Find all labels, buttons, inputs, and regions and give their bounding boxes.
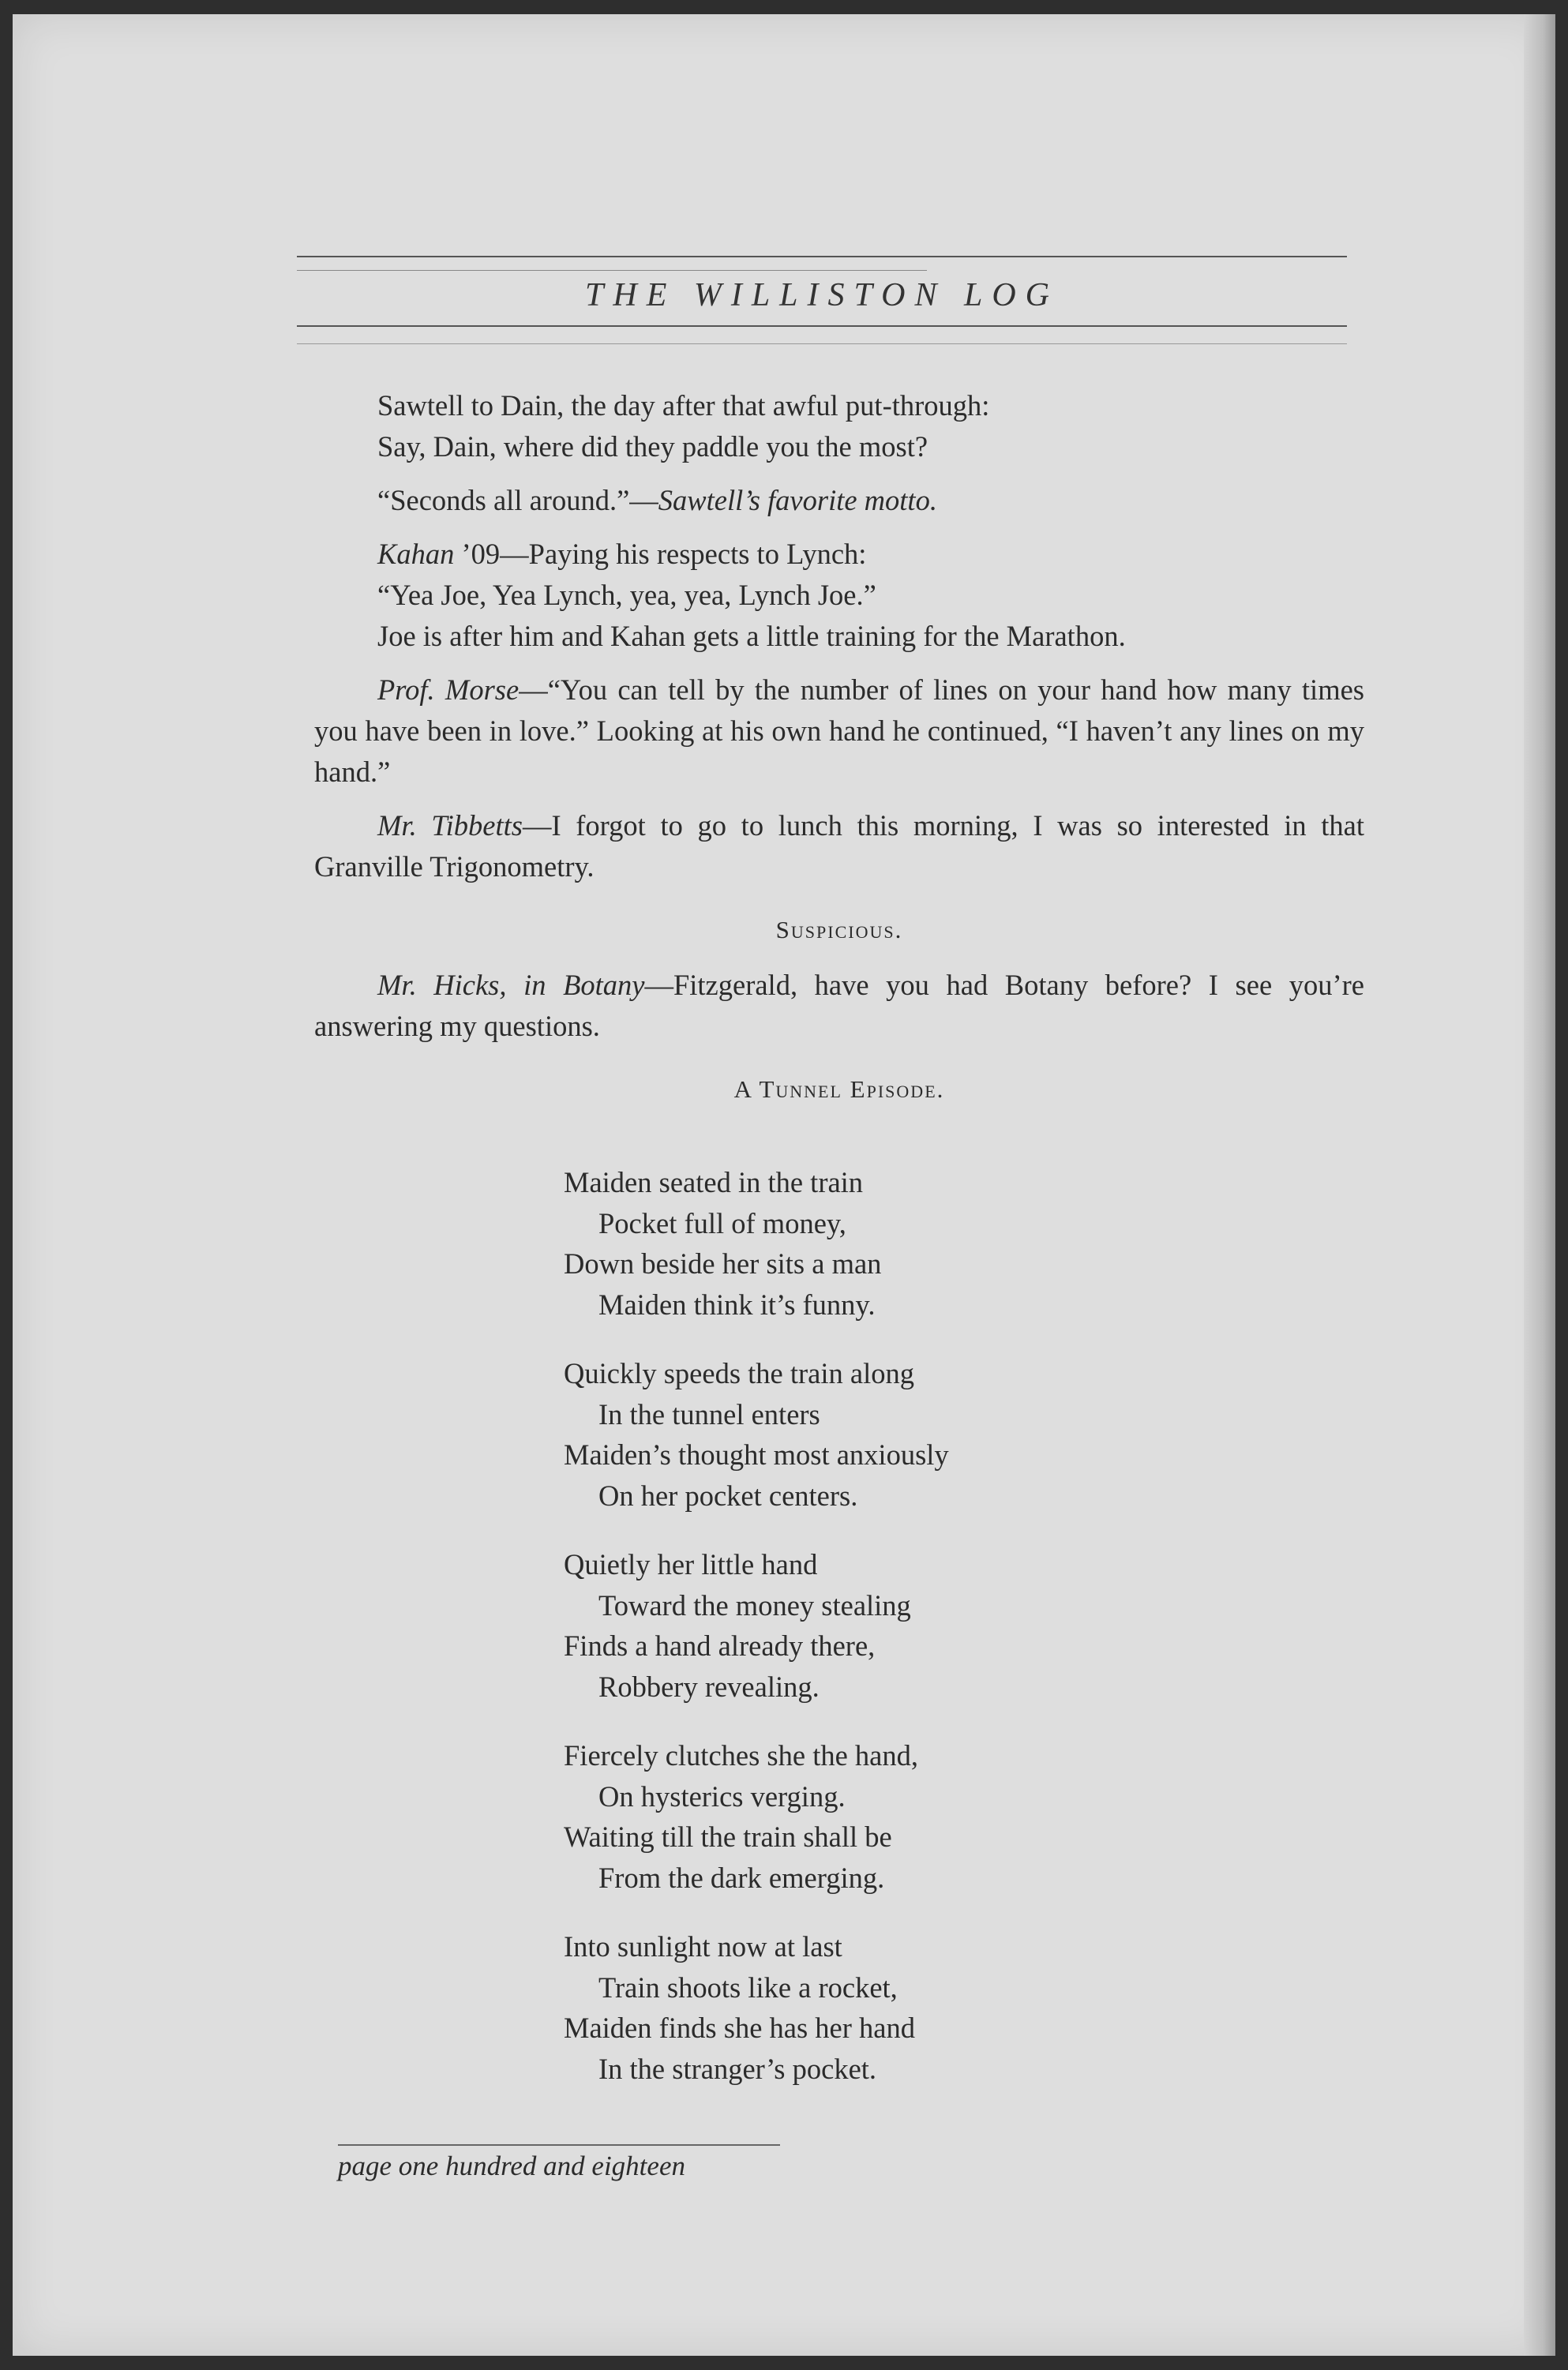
entry-hicks [314, 965, 1364, 1047]
header-rule-bottom-thin [297, 343, 1347, 344]
entry-hicks-text: —Fitzgerald, have you had Botany before? I see you’re answering my questions. [314, 969, 1364, 1042]
poem-stanza [564, 1353, 1195, 1516]
poem-line: Into sunlight now at last [564, 1930, 842, 1963]
entry-kahan [314, 534, 1364, 575]
poem-line: Robbery revealing. [598, 1670, 820, 1703]
poem-line: In the tunnel enters [598, 1397, 820, 1431]
poem-line: Pocket full of money, [598, 1206, 846, 1239]
entry-tibbetts [314, 805, 1364, 887]
poem-line: Fiercely clutches she the hand, [564, 1739, 918, 1772]
header-rule-top [297, 256, 1347, 257]
heading-tunnel-episode: A Tunnel Episode. [733, 1075, 945, 1103]
poem-line: Toward the money stealing [598, 1588, 911, 1622]
entry-kahan-speaker: Kahan [377, 538, 455, 570]
entry-tibbetts-speaker: Mr. Tibbetts [377, 809, 523, 842]
body-text [314, 385, 1364, 1124]
poem-line: Train shoots like a rocket, [598, 1971, 898, 2004]
poem-line: On hysterics verging. [598, 1779, 846, 1813]
entry-hicks-speaker: Mr. Hicks, in Botany [377, 969, 645, 1001]
entry-sawtell-question: Say, Dain, where did they paddle you the most? [377, 430, 928, 463]
poem-line: Waiting till the train shall be [564, 1821, 892, 1853]
poem-line: From the dark emerging. [598, 1861, 885, 1894]
binding-edge [1524, 14, 1555, 2356]
poem-line: Maiden’s thought most anxiously [564, 1438, 949, 1471]
poem-line: Maiden think it’s funny. [598, 1288, 876, 1321]
entry-morse-text: —“You can tell by the number of lines on your hand how many times you have been in love.” Looking at his own hand he continued, “I haven’t any lines on my hand.” [314, 673, 1364, 788]
poem-stanza [564, 1544, 1195, 1707]
header-rule-bottom [297, 325, 1347, 327]
poem-line: Maiden finds she has her hand [564, 2012, 915, 2044]
entry-kahan-cheer: “Yea Joe, Yea Lynch, yea, yea, Lynch Joe.” [377, 579, 876, 611]
heading-suspicious: Suspicious. [775, 916, 903, 943]
poem-line: In the stranger’s pocket. [598, 2052, 877, 2085]
entry-tibbetts-text: —I forgot to go to lunch this morning, I was so interested in that Granville Trigonometry. [314, 809, 1364, 883]
document-page [13, 14, 1555, 2356]
entry-sawtell-intro: Sawtell to Dain, the day after that awful put-through: [377, 389, 990, 422]
entry-kahan-text: ’09—Paying his respects to Lynch: [454, 538, 867, 570]
poem-stanza [564, 1926, 1195, 2089]
poem-stanza [564, 1735, 1195, 1898]
entry-morse [314, 669, 1364, 793]
poem-stanza [564, 1162, 1195, 1325]
poem-line: Finds a hand already there, [564, 1629, 876, 1662]
running-header [297, 256, 1347, 327]
header-rule-top-thin [297, 270, 927, 271]
poem-line: On her pocket centers. [598, 1479, 858, 1512]
poem-line: Maiden seated in the train [564, 1166, 864, 1198]
entry-seconds [314, 480, 1364, 521]
entry-seconds-attribution: Sawtell’s favorite motto. [658, 484, 937, 516]
entry-seconds-text: “Seconds all around.”— [377, 484, 658, 516]
entry-morse-speaker: Prof. Morse [377, 673, 520, 706]
poem-line: Quickly speeds the train along [564, 1357, 914, 1389]
poem-line: Quietly her little hand [564, 1548, 818, 1581]
poem-tunnel-episode [564, 1162, 1195, 2117]
page-number-footer: page one hundred and eighteen [338, 2144, 780, 2182]
publication-title: THE WILLISTON LOG [585, 277, 1059, 313]
entry-kahan-result: Joe is after him and Kahan gets a little training for the Marathon. [377, 620, 1126, 652]
poem-line: Down beside her sits a man [564, 1247, 882, 1280]
